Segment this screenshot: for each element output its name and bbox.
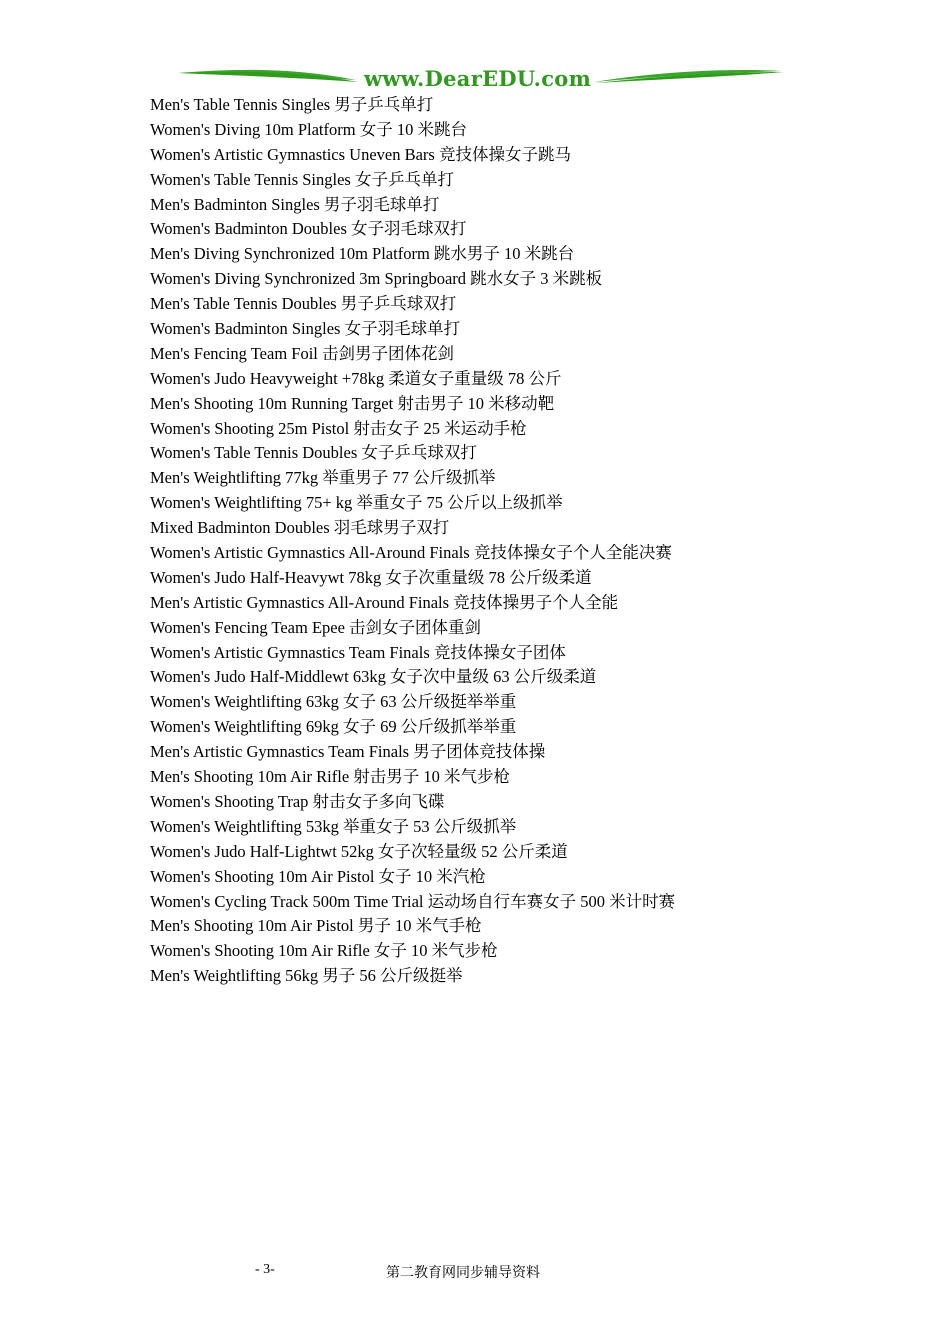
list-item: Women's Fencing Team Epee 击剑女子团体重剑 (150, 617, 482, 637)
list-item: Women's Judo Heavyweight +78kg 柔道女子重量级 78 公斤 (150, 368, 562, 388)
list-item: Women's Badminton Singles 女子羽毛球单打 (150, 319, 461, 339)
list-item: Men's Weightlifting 56kg 男子 56 公斤级挺举 (150, 966, 463, 986)
list-item: Men's Artistic Gymnastics Team Finals 男子团体竞技体操 (150, 742, 546, 762)
list-item: Women's Judo Half-Lightwt 52kg 女子次轻量级 52 公斤柔道 (150, 841, 568, 861)
list-item: Men's Shooting 10m Air Rifle 射击男子 10 米气步枪 (150, 767, 511, 787)
list-item: Women's Table Tennis Singles 女子乒乓单打 (150, 169, 454, 189)
list-item: Women's Weightlifting 63kg 女子 63 公斤级挺举举重 (150, 692, 517, 712)
list-item: Women's Badminton Doubles 女子羽毛球双打 (150, 219, 467, 239)
list-item: Men's Badminton Singles 男子羽毛球单打 (150, 194, 440, 214)
list-item: Women's Shooting 10m Air Rifle 女子 10 米气步枪 (150, 941, 498, 961)
list-item: Women's Judo Half-Middlewt 63kg 女子次中量级 63 公斤级柔道 (150, 667, 597, 687)
sports-event-list (150, 93, 675, 989)
list-item: Women's Weightlifting 69kg 女子 69 公斤级抓举举重 (150, 717, 517, 737)
list-item: Men's Fencing Team Foil 击剑男子团体花剑 (150, 343, 455, 363)
footer-text: 第二教育网同步辅导资料 (386, 1266, 540, 1281)
site-logo[interactable]: www.DearEDU.com (364, 66, 592, 91)
page-header (176, 64, 786, 94)
list-item: Women's Artistic Gymnastics Team Finals 竞技体操女子团体 (150, 642, 566, 662)
list-item: Women's Shooting Trap 射击女子多向飞碟 (150, 791, 445, 811)
list-item: Women's Cycling Track 500m Time Trial 运动场自行车赛女子 500 米计时赛 (150, 891, 676, 911)
list-item: Women's Table Tennis Doubles 女子乒乓球双打 (150, 443, 477, 463)
list-item: Men's Table Tennis Doubles 男子乒乓球双打 (150, 294, 457, 314)
list-item: Men's Shooting 10m Air Pistol 男子 10 米气手枪 (150, 916, 482, 936)
list-item: Women's Diving 10m Platform 女子 10 米跳台 (150, 119, 467, 139)
list-item: Women's Judo Half-Heavywt 78kg 女子次重量级 78 公斤级柔道 (150, 567, 592, 587)
list-item: Women's Weightlifting 75+ kg 举重女子 75 公斤以上级抓举 (150, 493, 563, 513)
list-item: Men's Weightlifting 77kg 举重男子 77 公斤级抓举 (150, 468, 496, 488)
list-item: Women's Shooting 10m Air Pistol 女子 10 米汽枪 (150, 866, 486, 886)
list-item: Women's Weightlifting 53kg 举重女子 53 公斤级抓举 (150, 816, 517, 836)
list-item: Women's Artistic Gymnastics All-Around Finals 竞技体操女子个人全能决赛 (150, 543, 672, 563)
list-item: Men's Shooting 10m Running Target 射击男子 10 米移动靶 (150, 393, 555, 413)
list-item: Men's Table Tennis Singles 男子乒乓单打 (150, 95, 434, 114)
list-item: Women's Artistic Gymnastics Uneven Bars 竞技体操女子跳马 (150, 144, 571, 164)
list-item: Women's Diving Synchronized 3m Springboard 跳水女子 3 米跳板 (150, 269, 603, 289)
list-item: Mixed Badminton Doubles 羽毛球男子双打 (150, 518, 450, 538)
list-item: Men's Diving Synchronized 10m Platform 跳水男子 10 米跳台 (150, 244, 575, 264)
list-item: Men's Artistic Gymnastics All-Around Finals 竞技体操男子个人全能 (150, 592, 619, 612)
list-item: Women's Shooting 25m Pistol 射击女子 25 米运动手枪 (150, 418, 527, 438)
page-number: - 3- (255, 1262, 275, 1277)
